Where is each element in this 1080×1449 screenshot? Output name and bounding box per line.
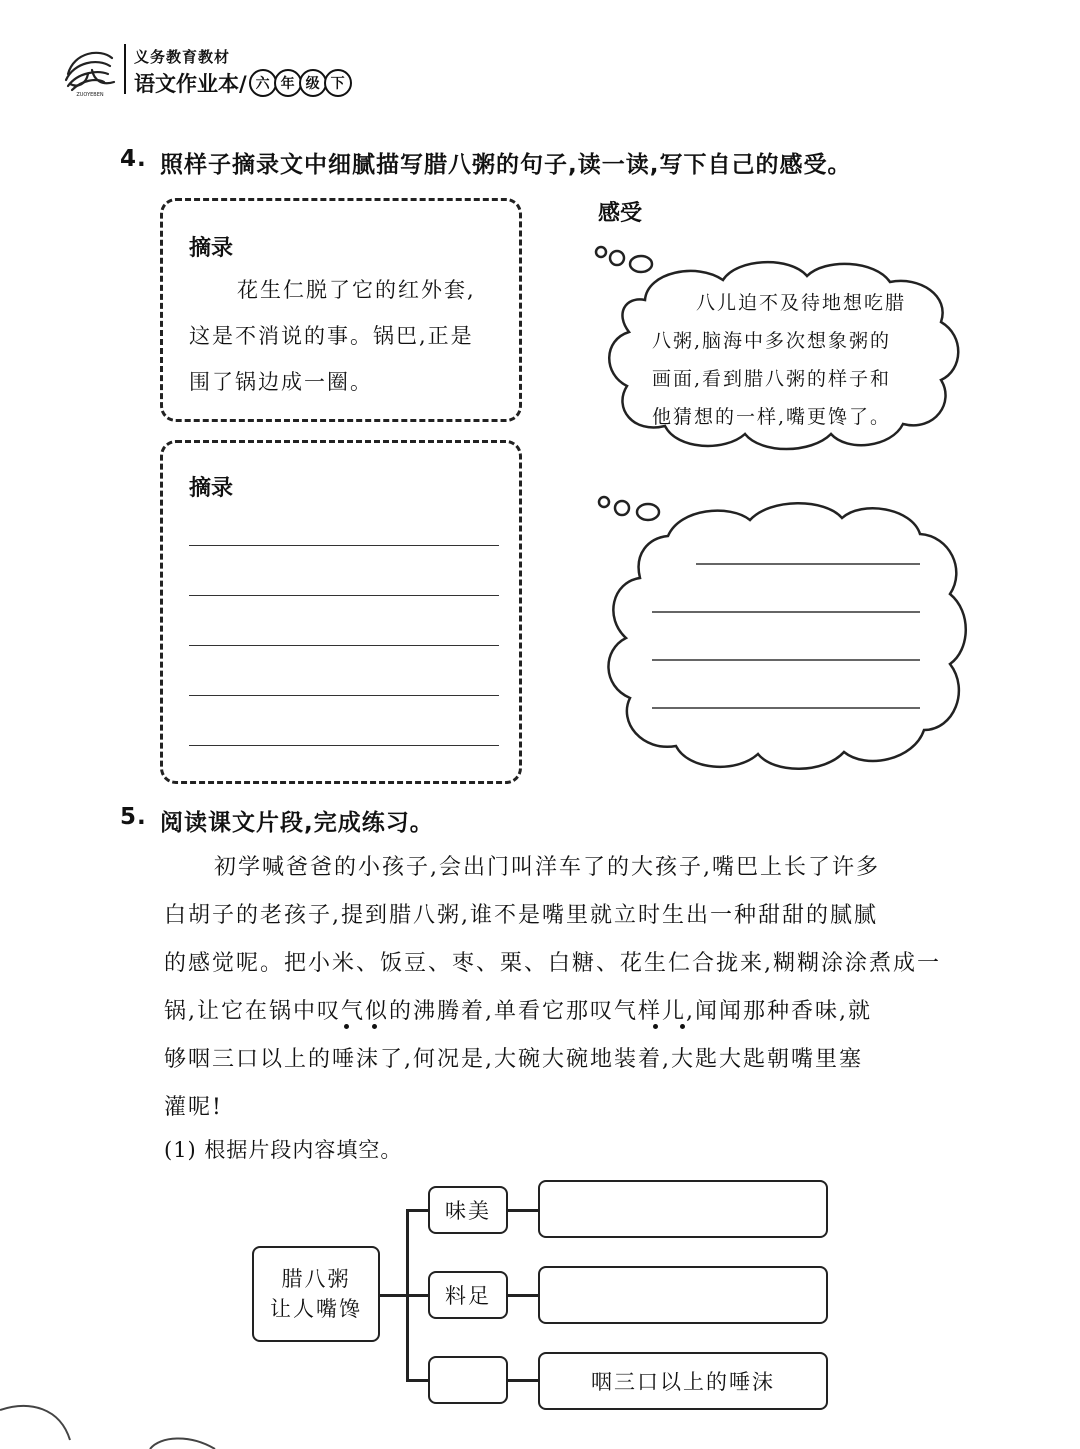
passage-line: 的感觉呢。把小米、饭豆、枣、栗、白糖、花生仁合拢来,糊糊涂涂煮成一: [164, 951, 941, 976]
excerpt-line: 花生仁脱了它的红外套,: [237, 278, 476, 302]
branch-node-blank[interactable]: [428, 1356, 508, 1404]
connector: [406, 1209, 428, 1212]
book-title: [134, 68, 349, 98]
root-label-line: 让人嘴馋: [270, 1297, 362, 1321]
diagram-root-node: [252, 1246, 380, 1342]
excerpt-line: 围了锅边成一圈。: [189, 370, 373, 394]
feeling-line: 八粥,脑海中多次想象粥的: [652, 330, 892, 352]
writing-line[interactable]: [189, 745, 499, 746]
passage-line: 够咽三口以上的唾沫了,何况是,大碗大碗地装着,大匙大匙朝嘴里塞: [164, 1047, 863, 1072]
emphasis-dot: [653, 1024, 658, 1029]
feeling-title: 感受: [598, 201, 643, 226]
passage-line: 白胡子的老孩子,提到腊八粥,谁不是嘴里就立时生出一种甜甜的腻腻: [164, 903, 878, 928]
answer-box-ingredients[interactable]: [538, 1266, 828, 1324]
connector: [508, 1294, 538, 1297]
grade-char: 年: [274, 69, 302, 97]
excerpt-title: 摘录: [189, 476, 234, 501]
publisher-logo: [60, 44, 120, 98]
grade-char: 级: [299, 69, 327, 97]
branch-node-taste: 味美: [428, 1186, 508, 1234]
thought-cloud-blank: [590, 490, 975, 780]
thought-bubble-dot: [610, 251, 624, 265]
connector: [508, 1379, 538, 1382]
feeling-line: 八儿迫不及待地想吃腊: [696, 292, 907, 314]
excerpt-title: 摘录: [189, 236, 234, 261]
emphasis-dot: [372, 1024, 377, 1029]
cloud-outline: [608, 503, 965, 769]
passage-line: 灌呢!: [164, 1095, 223, 1120]
feeling-line: 他猜想的一样,嘴更馋了。: [652, 406, 892, 428]
grade-char: 下: [324, 69, 352, 97]
passage-line: 锅,让它在锅中叹气似的沸腾着,单看它那叹气样儿,闻闻那种香味,就: [164, 999, 872, 1024]
blank-excerpt-box: [160, 440, 522, 784]
question-number: 5.: [120, 804, 147, 830]
question-text: 照样子摘录文中细腻描写腊八粥的句子,读一读,写下自己的感受。: [160, 152, 852, 178]
connector: [508, 1209, 538, 1212]
decorative-corner-swirl: [0, 1400, 240, 1449]
logo-caption: ZUOYEBEN: [76, 92, 104, 98]
thought-bubble-dot: [599, 497, 609, 507]
writing-line[interactable]: [189, 695, 499, 696]
thought-bubble-dot: [630, 256, 652, 272]
book-title-text: 语文作业本/: [134, 72, 247, 96]
question-5-heading: [120, 804, 434, 837]
thought-bubble-dot: [637, 504, 659, 520]
question-text: 阅读课文片段,完成练习。: [160, 810, 434, 836]
question-number: 4.: [120, 146, 147, 172]
grade-char: 六: [249, 69, 277, 97]
emphasis-dot: [344, 1024, 349, 1029]
root-label-line: 腊八粥: [281, 1267, 351, 1291]
connector: [406, 1379, 428, 1382]
question-4-heading: [120, 146, 851, 179]
writing-line[interactable]: [189, 545, 499, 546]
feeling-line: 画面,看到腊八粥的样子和: [652, 368, 892, 390]
grade-badges: [249, 69, 349, 97]
answer-box-saliva: 咽三口以上的唾沫: [538, 1352, 828, 1410]
excerpt-line: 这是不消说的事。锅巴,正是: [189, 324, 474, 348]
example-excerpt-box: [160, 198, 522, 422]
series-label: 义务教育教材: [134, 48, 231, 66]
writing-line[interactable]: [189, 595, 499, 596]
sub-question-1: (1) 根据片段内容填空。: [164, 1138, 403, 1162]
branch-node-ingredients: 料足: [428, 1271, 508, 1319]
passage-line: 初学喊爸爸的小孩子,会出门叫洋车了的大孩子,嘴巴上长了许多: [214, 855, 880, 880]
header-divider: [124, 44, 126, 94]
thought-bubble-dot: [596, 247, 606, 257]
thought-bubble-dot: [615, 501, 629, 515]
emphasis-dot: [680, 1024, 685, 1029]
connector: [380, 1294, 408, 1297]
answer-box-taste[interactable]: [538, 1180, 828, 1238]
connector: [406, 1294, 428, 1297]
writing-line[interactable]: [189, 645, 499, 646]
